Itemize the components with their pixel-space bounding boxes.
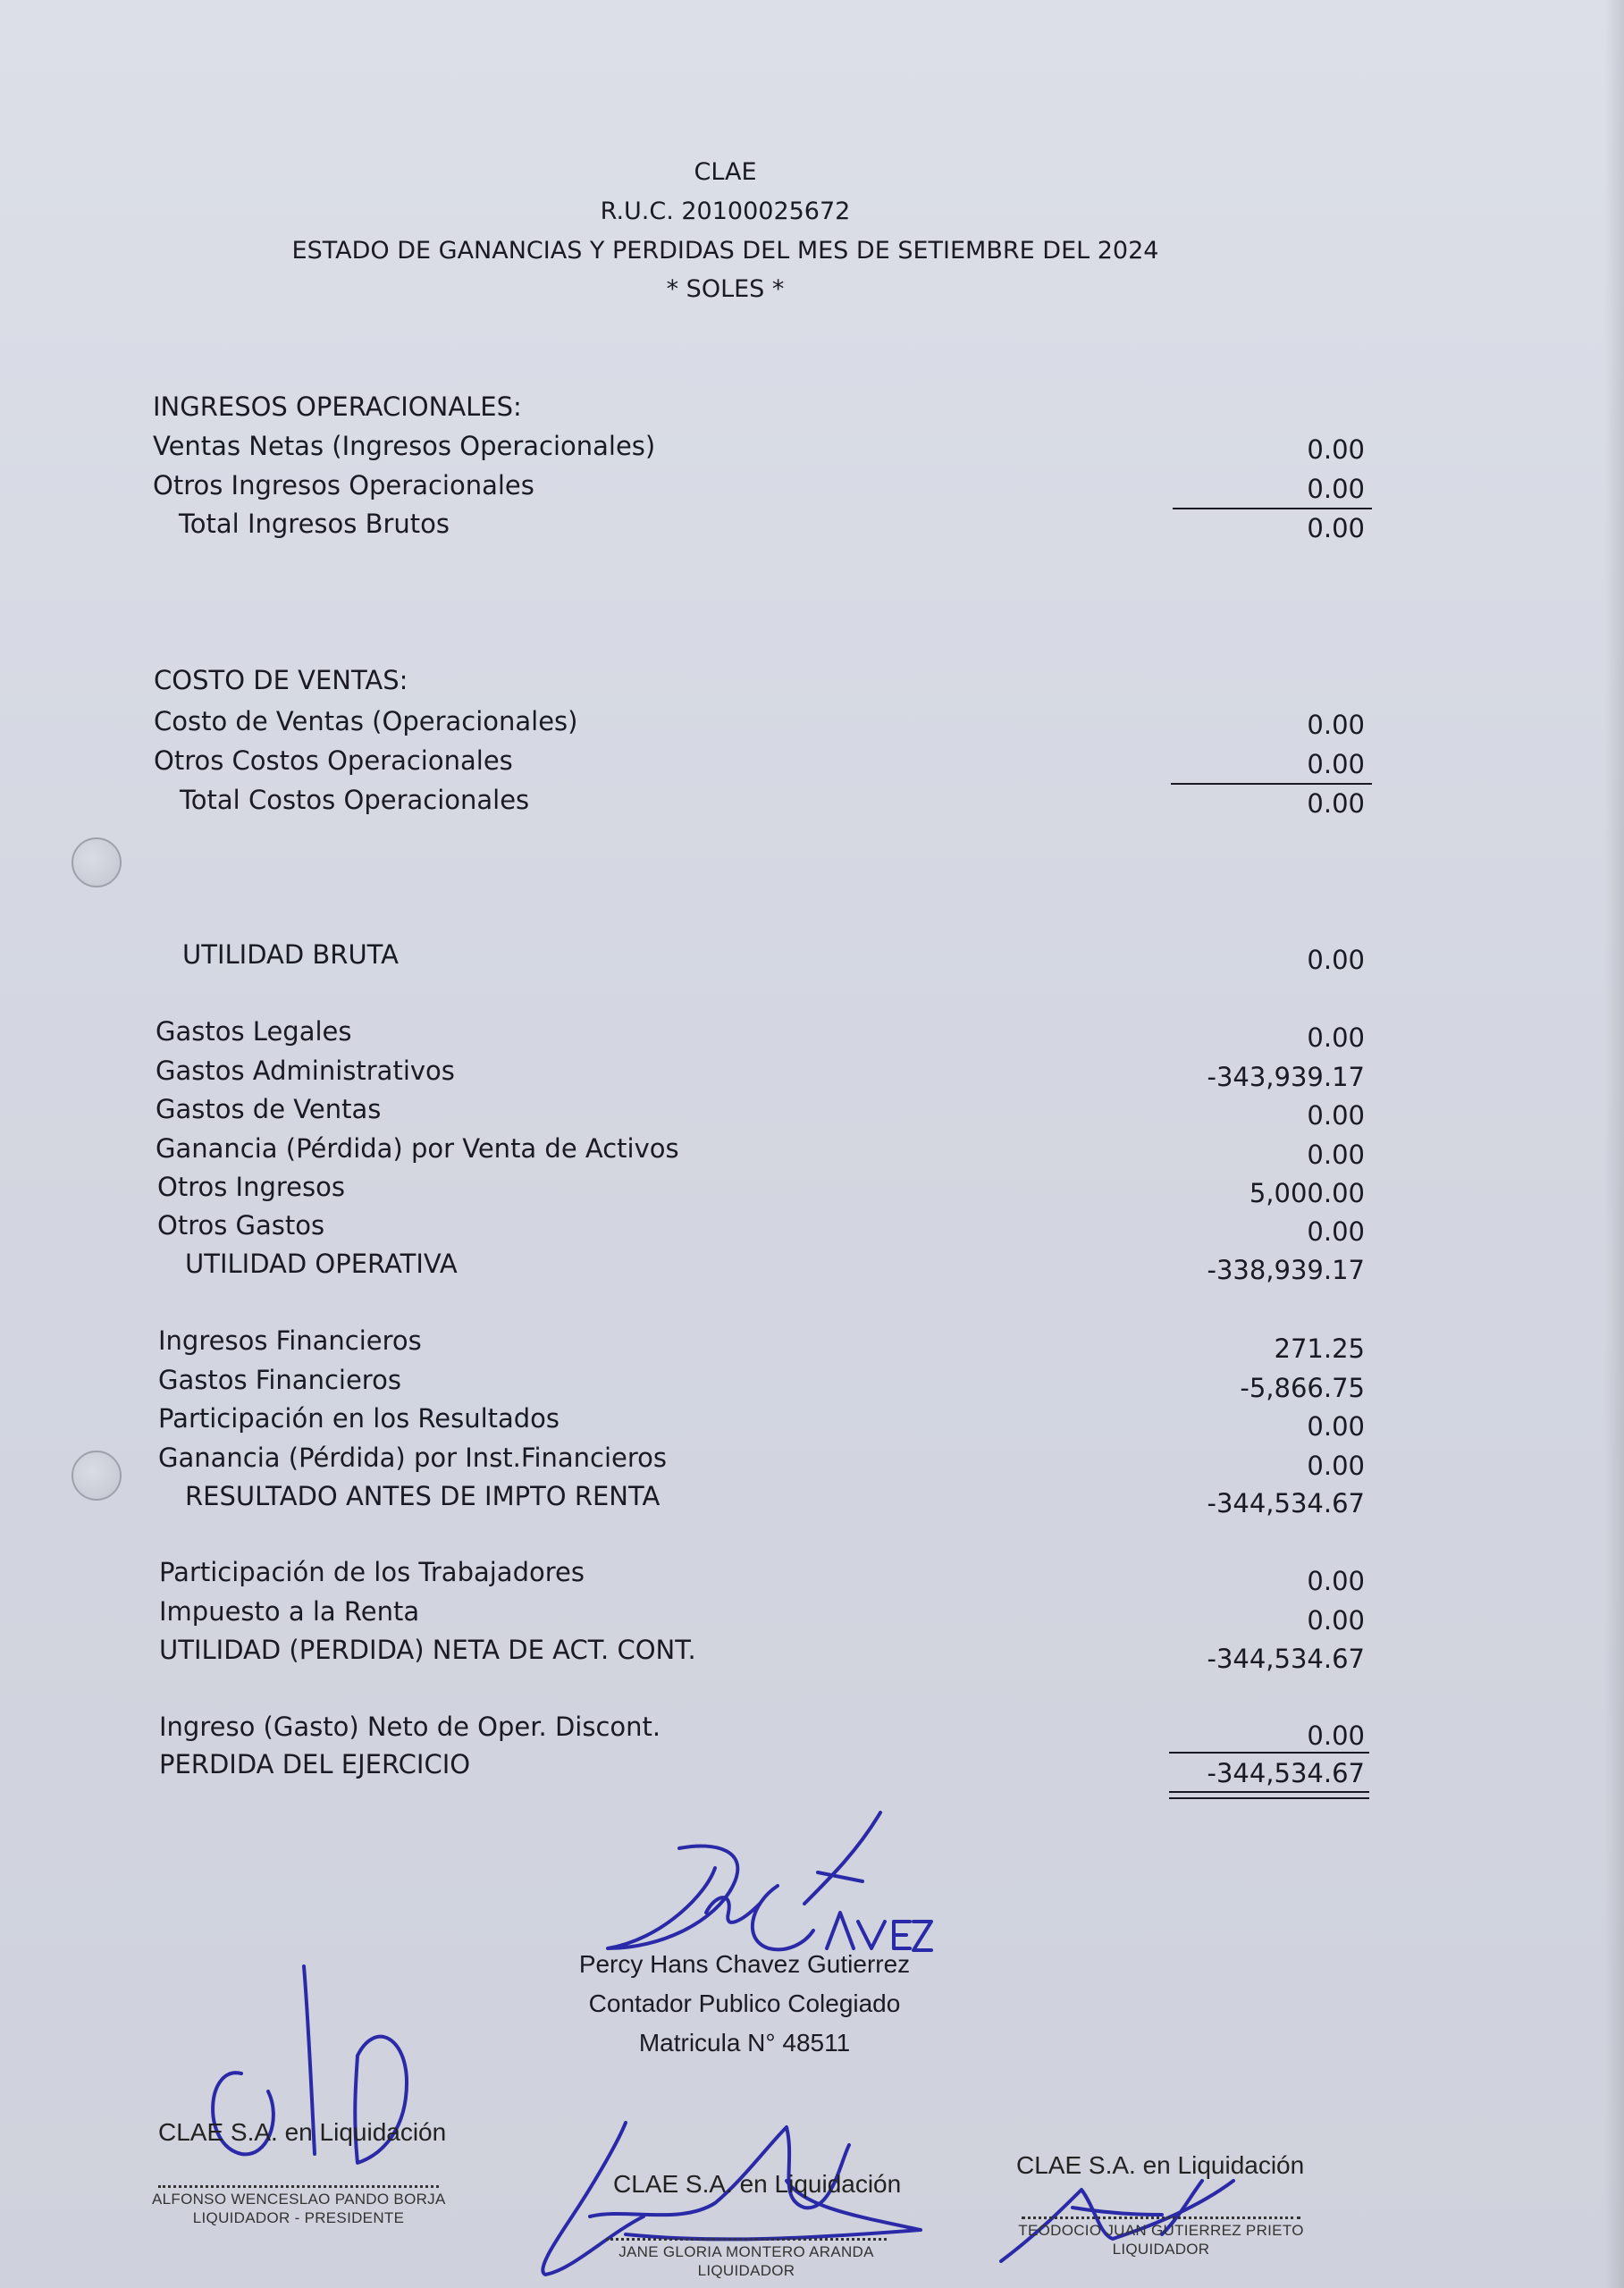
- costos-row-label: Costo de Ventas (Operacionales): [154, 706, 578, 736]
- ingresos-row-value: 0.00: [1307, 474, 1365, 504]
- contador-signature-stroke: [753, 1886, 813, 1949]
- contador-signature-stroke: [804, 1813, 880, 1904]
- financieros-row-label: Ganancia (Pérdida) por Inst.Financieros: [158, 1443, 668, 1473]
- operativos-row-value: 0.00: [1307, 1022, 1365, 1053]
- costos-total-value: 0.00: [1307, 788, 1365, 819]
- utilidad-bruta-label: UTILIDAD BRUTA: [182, 939, 399, 970]
- financieros-row-value: -5,866.75: [1240, 1373, 1365, 1403]
- company-name: CLAE: [694, 158, 757, 186]
- stamp-company: CLAE S.A. en Liquidación: [1016, 2151, 1305, 2179]
- discontinued-ops-value: 0.00: [1307, 1720, 1365, 1751]
- operativos-row-label: Ganancia (Pérdida) por Venta de Activos: [156, 1133, 679, 1164]
- stamp-company: CLAE S.A. en Liquidación: [613, 2170, 902, 2198]
- operativos-row-value: 5,000.00: [1249, 1178, 1365, 1208]
- utilidad-bruta-value: 0.00: [1307, 945, 1365, 975]
- contador-signature-stroke: [827, 1913, 931, 1950]
- costos-row-value: 0.00: [1307, 710, 1365, 740]
- ingresos-row-label: Ventas Netas (Ingresos Operacionales): [153, 431, 656, 461]
- stamp-signer-name: TEODOCIO JUAN GUTIERREZ PRIETO: [1018, 2222, 1304, 2239]
- impuestos-row-label: Participación de los Trabajadores: [159, 1557, 585, 1587]
- operativos-row-label: Gastos Legales: [156, 1016, 352, 1047]
- stamp-dotted-line: [158, 2185, 439, 2188]
- costos-heading: COSTO DE VENTAS:: [154, 665, 408, 695]
- perdida-ejercicio-label: PERDIDA DEL EJERCICIO: [159, 1749, 471, 1779]
- operativos-row-label: Gastos Administrativos: [156, 1056, 455, 1086]
- operativos-row-value: 0.00: [1307, 1100, 1365, 1131]
- utilidad-operativa-label: UTILIDAD OPERATIVA: [185, 1249, 458, 1279]
- resultado-antes-value: -344,534.67: [1207, 1488, 1365, 1518]
- operativos-row-label: Otros Gastos: [157, 1210, 325, 1241]
- financieros-row-label: Participación en los Resultados: [158, 1403, 560, 1434]
- financieros-row-value: 0.00: [1307, 1451, 1365, 1481]
- operativos-row-value: 0.00: [1307, 1216, 1365, 1247]
- operativos-row-label: Otros Ingresos: [157, 1172, 345, 1202]
- financieros-row-label: Ingresos Financieros: [158, 1325, 422, 1356]
- ingresos-row-label: Otros Ingresos Operacionales: [153, 470, 534, 500]
- stamp-company: CLAE S.A. en Liquidación: [158, 2118, 447, 2146]
- financieros-row-value: 0.00: [1307, 1411, 1365, 1442]
- perdida-ejercicio-value: -344,534.67: [1207, 1758, 1365, 1788]
- contador-matricula: Matricula N° 48511: [638, 2029, 851, 2057]
- stamp-signer-name: JANE GLORIA MONTERO ARANDA: [618, 2243, 874, 2260]
- impuestos-row-value: 0.00: [1307, 1566, 1365, 1596]
- financieros-row-value: 271.25: [1274, 1333, 1365, 1364]
- financieros-row-label: Gastos Financieros: [158, 1365, 401, 1395]
- costos-row-value: 0.00: [1307, 749, 1365, 779]
- ingresos-total-label: Total Ingresos Brutos: [179, 509, 450, 539]
- operativos-row-value: -343,939.17: [1207, 1062, 1365, 1092]
- statement-title: ESTADO DE GANANCIAS Y PERDIDAS DEL MES DE SETIEMBRE DEL 2024: [291, 237, 1159, 265]
- ruc-number: R.U.C. 20100025672: [600, 198, 851, 225]
- stamp-dotted-line: [606, 2238, 887, 2241]
- impuestos-row-value: 0.00: [1307, 1605, 1365, 1636]
- contador-title: Contador Publico Colegiado: [588, 1989, 901, 2017]
- discontinued-ops-label: Ingreso (Gasto) Neto de Oper. Discont.: [159, 1712, 661, 1742]
- ingresos-heading: INGRESOS OPERACIONALES:: [153, 391, 522, 422]
- ingresos-row-value: 0.00: [1307, 434, 1365, 465]
- stamp-signer-role: LIQUIDADOR: [697, 2262, 795, 2279]
- stamp-dotted-line: [1022, 2216, 1300, 2219]
- costos-row-label: Otros Costos Operacionales: [154, 745, 513, 776]
- stamp-signer-role: LIQUIDADOR: [1112, 2241, 1210, 2258]
- utilidad-neta-label: UTILIDAD (PERDIDA) NETA DE ACT. CONT.: [159, 1635, 696, 1665]
- utilidad-neta-value: -344,534.67: [1207, 1644, 1365, 1674]
- costos-total-label: Total Costos Operacionales: [180, 785, 530, 815]
- resultado-antes-label: RESULTADO ANTES DE IMPTO RENTA: [185, 1481, 661, 1511]
- stamp-signer-role: LIQUIDADOR - PRESIDENTE: [192, 2209, 405, 2226]
- contador-name: Percy Hans Chavez Gutierrez: [578, 1950, 911, 1978]
- ingresos-total-value: 0.00: [1307, 513, 1365, 543]
- currency-label: * SOLES *: [666, 275, 785, 303]
- operativos-row-label: Gastos de Ventas: [156, 1094, 382, 1124]
- stamp-signer-name: ALFONSO WENCESLAO PANDO BORJA: [152, 2191, 446, 2208]
- operativos-row-value: 0.00: [1307, 1140, 1365, 1170]
- impuestos-row-label: Impuesto a la Renta: [159, 1596, 420, 1627]
- utilidad-operativa-value: -338,939.17: [1207, 1255, 1365, 1285]
